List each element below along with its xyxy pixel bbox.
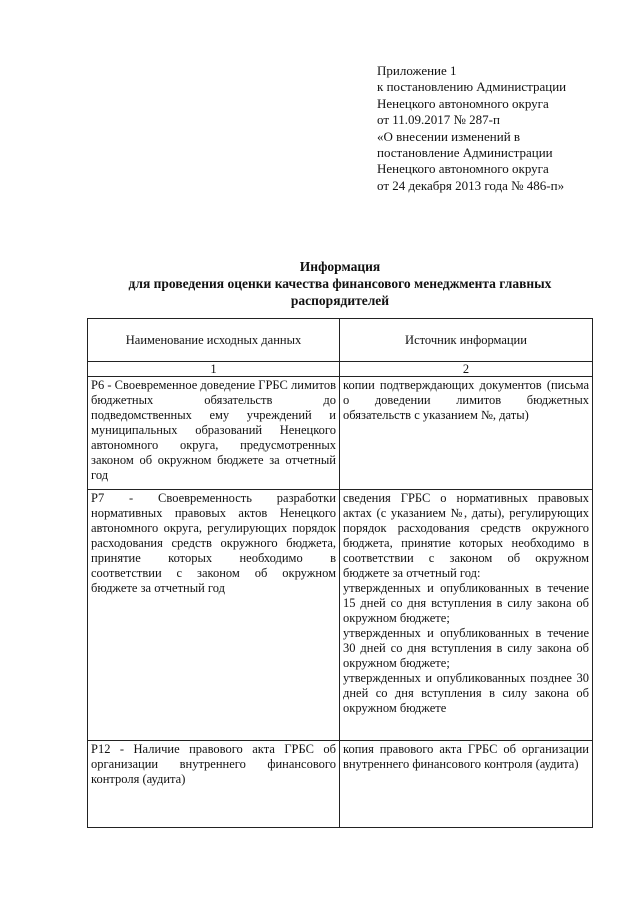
appendix-line: Приложение 1 <box>377 63 457 78</box>
row-source-p12 <box>340 741 593 828</box>
row-source-text: сведения ГРБС о нормативных правовых актах (с указанием №, даты), регулирующих порядок расходования средств окружного бюджета, принятие которых необходимо в соответствии с законом об окружном бюджете за отчетный год: <box>343 491 589 580</box>
row-source-text: утвержденных и опубликованных в течение 15 дней со дня вступления в силу закона об окружном бюджете; <box>343 581 589 625</box>
row-source-text: копия правового акта ГРБС об организации внутреннего финансового контроля (аудита) <box>343 742 589 771</box>
row-name-text: Р12 - Наличие правового акта ГРБС об организации внутреннего финансового контроля (аудита) <box>91 742 336 786</box>
row-name-text: Р7 - Своевременность разработки нормативных правовых актов Ненецкого автономного округа, регулирующих порядок расходования средств окружного бюджета, принятие которых необходимо в соответствии с законом об окружном бюджете за отчетный год <box>91 491 336 595</box>
appendix-line: к постановлению Администрации <box>377 79 567 95</box>
table-row <box>88 377 593 490</box>
table-header-row <box>88 319 593 362</box>
appendix-line: Ненецкого автономного округа <box>377 95 549 111</box>
header-source: Источник информации <box>340 319 593 362</box>
row-name-p7 <box>88 490 340 741</box>
column-number-2: 2 <box>340 362 593 377</box>
header-name: Наименование исходных данных <box>88 319 340 362</box>
appendix-line: Ненецкого автономного округа <box>377 161 549 177</box>
row-source-p6 <box>340 377 593 490</box>
appendix-line: от 24 декабря 2013 года № 486-п» <box>377 177 565 193</box>
title-line-1: Информация <box>299 259 381 274</box>
appendix-line: от 11.09.2017 № 287-п <box>377 112 500 128</box>
table-row <box>88 490 593 741</box>
row-name-p12 <box>88 741 340 828</box>
row-name-text: Р6 - Своевременное доведение ГРБС лимитов бюджетных обязательств до подведомственных ему учреждений и муниципальных образований Ненецкого автономного округа, предусмотренных законом об окружном бюджете за отчетный год <box>91 378 336 482</box>
appendix-header <box>377 63 627 194</box>
title-line-3: распорядителей <box>290 293 390 308</box>
column-number-row <box>88 362 593 377</box>
row-source-text: утвержденных и опубликованных в течение 30 дней со дня вступления в силу закона об окружном бюджете; <box>343 626 589 670</box>
row-source-text: утвержденных и опубликованных позднее 30 дней со дня вступления в силу закона об окружном бюджете <box>343 671 589 715</box>
info-table <box>87 318 593 828</box>
title-line-2: для проведения оценки качества финансового менеджмента главных <box>128 276 552 291</box>
row-name-p6 <box>88 377 340 490</box>
document-title <box>90 258 590 309</box>
row-source-text: копии подтверждающих документов (письма о доведении лимитов бюджетных обязательств с указанием №, даты) <box>343 378 589 422</box>
row-source-p7 <box>340 490 593 741</box>
table-row <box>88 741 593 828</box>
appendix-line: постановление Администрации <box>377 145 553 161</box>
appendix-line: «О внесении изменений в <box>377 128 521 144</box>
column-number-1: 1 <box>88 362 340 377</box>
